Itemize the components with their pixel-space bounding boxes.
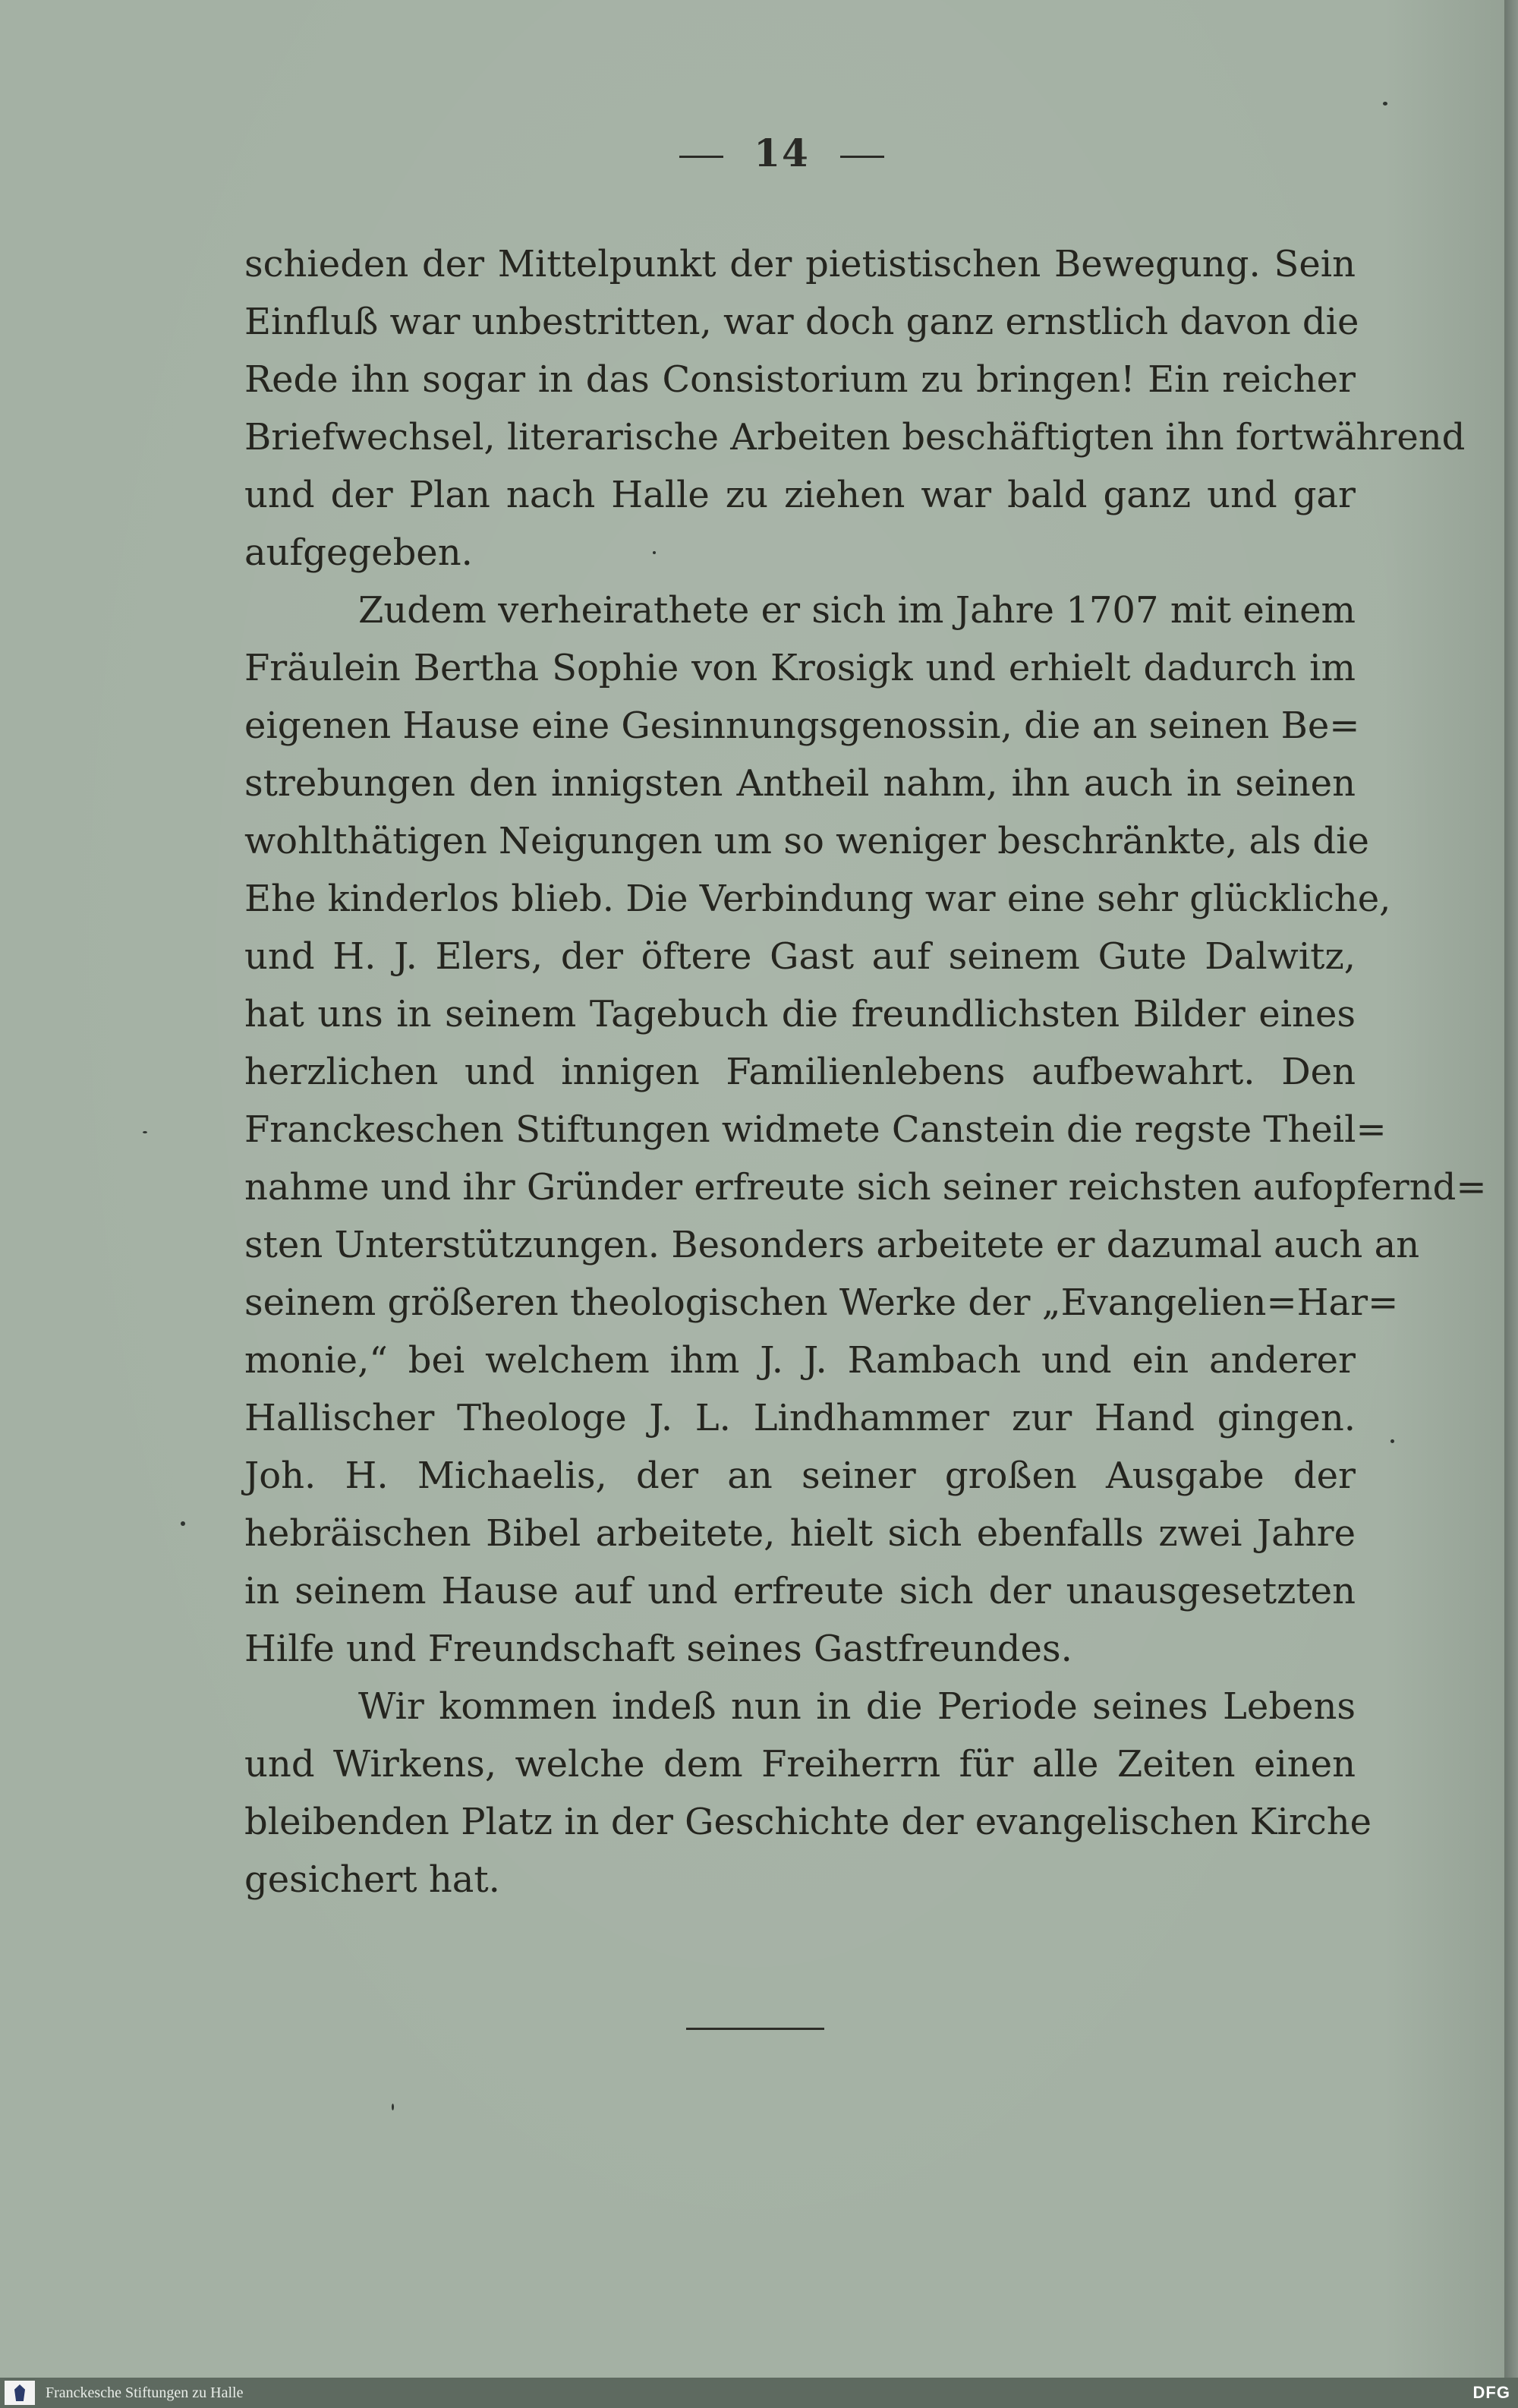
text-line: Zudem verheirathete er sich im Jahre 1707 mit einem	[358, 589, 1356, 632]
page-number-value: 14	[754, 131, 810, 175]
text-line: Rede ihn sogar in das Consistorium zu bringen! Ein reicher	[244, 358, 1356, 401]
institution-logo-icon	[5, 2381, 35, 2405]
body-text	[244, 235, 1487, 1908]
paper-speck	[143, 1131, 147, 1133]
text-line: Einfluß war unbestritten, war doch ganz ernstlich davon die	[244, 301, 1359, 343]
text-line: wohlthätigen Neigungen um so weniger beschränkte, als die	[244, 820, 1369, 862]
text-line: herzlichen und innigen Familienlebens aufbewahrt. Den	[244, 1051, 1356, 1093]
text-line: Hilfe und Freundschaft seines Gastfreundes.	[244, 1628, 1072, 1670]
paper-speck	[181, 1521, 185, 1526]
page-number-dash-left	[679, 156, 723, 158]
text-line: monie,“ bei welchem ihm J. J. Rambach und ein anderer	[244, 1339, 1356, 1382]
paper-speck	[1383, 102, 1387, 106]
text-line: aufgegeben.	[244, 531, 473, 574]
text-line: Wir kommen indeß nun in die Periode seines Lebens	[358, 1685, 1356, 1728]
text-line: und H. J. Elers, der öftere Gast auf seinem Gute Dalwitz,	[244, 935, 1356, 978]
text-line: Joh. H. Michaelis, der an seiner großen Ausgabe der	[244, 1455, 1356, 1497]
text-line: nahme und ihr Gründer erfreute sich seiner reichsten aufopfernd=	[244, 1166, 1487, 1209]
page-number-dash-right	[840, 156, 884, 158]
text-line: gesichert hat.	[244, 1858, 500, 1901]
text-line: sten Unterstützungen. Besonders arbeitete er dazumal auch an	[244, 1224, 1420, 1266]
text-line: Fräulein Bertha Sophie von Krosigk und erhielt dadurch im	[244, 647, 1356, 689]
paper-speck	[392, 2104, 394, 2110]
page-number	[0, 131, 1518, 175]
text-line: und Wirkens, welche dem Freiherrn für alle Zeiten einen	[244, 1743, 1356, 1786]
text-line: hebräischen Bibel arbeitete, hielt sich ebenfalls zwei Jahre	[244, 1512, 1356, 1555]
text-line: seinem größeren theologischen Werke der „Evangelien=Har=	[244, 1281, 1399, 1324]
text-line: Briefwechsel, literarische Arbeiten beschäftigten ihn fortwährend	[244, 416, 1466, 459]
text-line: eigenen Hause eine Gesinnungsgenossin, die an seinen Be=	[244, 704, 1360, 747]
text-line: Franckeschen Stiftungen widmete Canstein die regste Theil=	[244, 1108, 1387, 1151]
dfg-logo: DFG	[1472, 2383, 1510, 2402]
text-line: Hallischer Theologe J. L. Lindhammer zur Hand gingen.	[244, 1397, 1356, 1439]
text-line: Ehe kinderlos blieb. Die Verbindung war eine sehr glückliche,	[244, 878, 1391, 920]
footer-bar	[0, 2378, 1518, 2408]
end-rule-divider	[686, 2028, 824, 2030]
institution-name: Franckesche Stiftungen zu Halle	[46, 2384, 244, 2401]
text-line: strebungen den innigsten Antheil nahm, ihn auch in seinen	[244, 762, 1356, 805]
page-edge	[1504, 0, 1518, 2378]
paper-speck	[653, 551, 656, 554]
text-line: schieden der Mittelpunkt der pietistischen Bewegung. Sein	[244, 243, 1356, 285]
text-line: und der Plan nach Halle zu ziehen war bald ganz und gar	[244, 474, 1356, 516]
paper-speck	[1390, 1439, 1394, 1443]
text-line: hat uns in seinem Tagebuch die freundlichsten Bilder eines	[244, 993, 1356, 1035]
text-line: bleibenden Platz in der Geschichte der evangelischen Kirche	[244, 1801, 1372, 1843]
text-line: in seinem Hause auf und erfreute sich der unausgesetzten	[244, 1570, 1356, 1612]
